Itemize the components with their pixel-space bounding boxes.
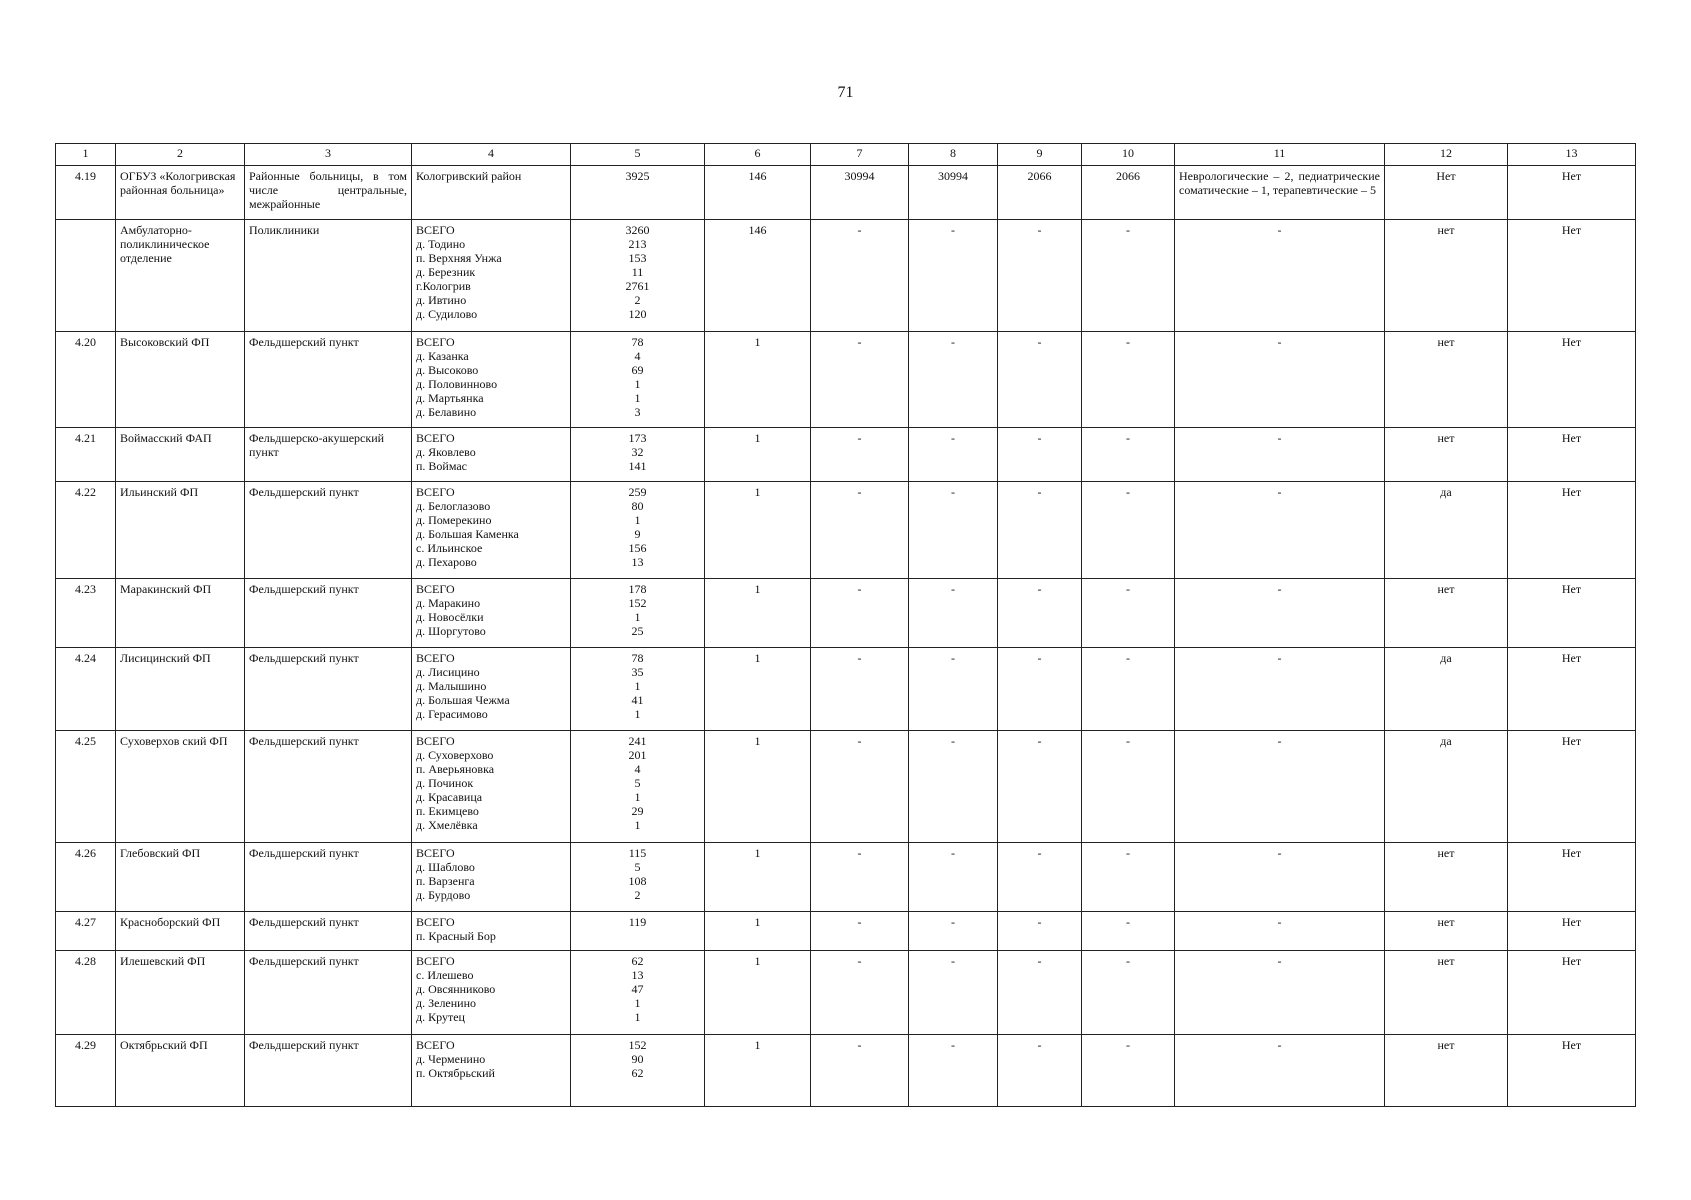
col-8-value: -	[909, 428, 998, 482]
localities-line: п. Воймас	[416, 459, 468, 473]
col-10-value: -	[1082, 843, 1175, 912]
col-8-value: -	[909, 951, 998, 1035]
localities	[412, 579, 571, 648]
localities-line: д. Овсянниково	[416, 982, 496, 996]
population-line: 2	[634, 888, 641, 902]
col-8-value: -	[909, 648, 998, 731]
population-line: 78	[631, 335, 644, 349]
localities-line: д. Половинново	[416, 377, 498, 391]
col-10-value: 2066	[1082, 166, 1175, 220]
population-line: 78	[631, 651, 644, 665]
table-row	[56, 1035, 1636, 1107]
population-line: 1	[634, 1010, 641, 1024]
localities-line: д. Померекино	[416, 513, 492, 527]
localities-line: ВСЕГО	[416, 1038, 455, 1052]
population	[571, 579, 705, 648]
population-line: 69	[631, 363, 644, 377]
facility-name: ОГБУЗ «Кологривская районная больница»	[116, 166, 245, 220]
localities-line: д. Белавино	[416, 405, 477, 419]
bed-profile: -	[1175, 1035, 1385, 1107]
col-6-value: 1	[705, 482, 811, 579]
table-row	[56, 428, 1636, 482]
localities	[412, 166, 571, 220]
population-line: 1	[634, 610, 641, 624]
localities	[412, 1035, 571, 1107]
col-6-value: 1	[705, 731, 811, 843]
col-10-value: -	[1082, 1035, 1175, 1107]
column-header: 1	[56, 144, 116, 166]
localities-line: д. Большая Чежма	[416, 693, 510, 707]
table-row	[56, 912, 1636, 951]
column-header: 6	[705, 144, 811, 166]
population	[571, 166, 705, 220]
col-10-value: -	[1082, 951, 1175, 1035]
col-12-value: нет	[1385, 912, 1508, 951]
localities-line: д. Лисицино	[416, 665, 480, 679]
population-line: 9	[634, 527, 641, 541]
col-13-value: Нет	[1508, 166, 1636, 220]
facility-type: Фельдшерский пункт	[245, 951, 412, 1035]
localities	[412, 428, 571, 482]
facility-type: Фельдшерский пункт	[245, 579, 412, 648]
facility-type: Фельдшерский пункт	[245, 731, 412, 843]
localities-line: г.Кологрив	[416, 279, 471, 293]
col-13-value: Нет	[1508, 648, 1636, 731]
localities-line: д. Починок	[416, 776, 474, 790]
population-line: 119	[628, 915, 647, 929]
col-12-value: да	[1385, 482, 1508, 579]
localities-line: д. Маракино	[416, 596, 481, 610]
row-number: 4.27	[56, 912, 116, 951]
localities-line: д. Крутец	[416, 1010, 465, 1024]
population	[571, 1035, 705, 1107]
facility-type: Фельдшерско-акушерский пункт	[245, 428, 412, 482]
table-row	[56, 579, 1636, 648]
col-6-value: 146	[705, 166, 811, 220]
table-row	[56, 166, 1636, 220]
col-9-value: -	[998, 1035, 1082, 1107]
facility-type: Фельдшерский пункт	[245, 843, 412, 912]
population-line: 32	[631, 445, 644, 459]
localities-line: д. Шаблово	[416, 860, 475, 874]
table-row	[56, 731, 1636, 843]
localities-line: ВСЕГО	[416, 954, 455, 968]
col-6-value: 1	[705, 332, 811, 428]
bed-profile: -	[1175, 912, 1385, 951]
col-10-value: -	[1082, 579, 1175, 648]
localities-line: ВСЕГО	[416, 223, 455, 237]
facility-name: Красноборский ФП	[116, 912, 245, 951]
localities-line: ВСЕГО	[416, 734, 455, 748]
localities-line: с. Ильинское	[416, 541, 483, 555]
row-number: 4.24	[56, 648, 116, 731]
facility-name: Амбулаторно-поликлиническое отделение	[116, 220, 245, 332]
col-7-value: -	[811, 332, 909, 428]
column-header: 10	[1082, 144, 1175, 166]
localities-line: д. Красавица	[416, 790, 483, 804]
column-header: 2	[116, 144, 245, 166]
row-number: 4.20	[56, 332, 116, 428]
localities-line: с. Илешево	[416, 968, 474, 982]
facility-type: Районные больницы, в том числе центральные, межрайонные	[245, 166, 412, 220]
col-8-value: -	[909, 579, 998, 648]
population	[571, 332, 705, 428]
population-line: 152	[628, 596, 647, 610]
row-number: 4.28	[56, 951, 116, 1035]
facility-name: Воймасский ФАП	[116, 428, 245, 482]
table-row	[56, 332, 1636, 428]
localities-line: ВСЕГО	[416, 485, 455, 499]
col-12-value: нет	[1385, 579, 1508, 648]
col-7-value: -	[811, 220, 909, 332]
population-line: 120	[628, 307, 647, 321]
column-number-header-row	[56, 144, 1636, 166]
population-line: 178	[628, 582, 647, 596]
row-number: 4.19	[56, 166, 116, 220]
col-10-value: -	[1082, 648, 1175, 731]
localities-line: д. Высоково	[416, 363, 479, 377]
population	[571, 482, 705, 579]
localities-line: Кологривский район	[416, 169, 522, 183]
col-9-value: 2066	[998, 166, 1082, 220]
population	[571, 843, 705, 912]
population-line: 1	[634, 996, 641, 1010]
localities-line: п. Аверьяновка	[416, 762, 495, 776]
col-13-value: Нет	[1508, 912, 1636, 951]
table-row	[56, 648, 1636, 731]
facility-type: Фельдшерский пункт	[245, 332, 412, 428]
col-12-value: нет	[1385, 951, 1508, 1035]
localities-line: д. Черменино	[416, 1052, 486, 1066]
col-7-value: -	[811, 731, 909, 843]
population-line: 156	[628, 541, 647, 555]
col-13-value: Нет	[1508, 1035, 1636, 1107]
population-line: 35	[631, 665, 644, 679]
localities-line: ВСЕГО	[416, 431, 455, 445]
col-12-value: нет	[1385, 843, 1508, 912]
localities	[412, 843, 571, 912]
localities-line: ВСЕГО	[416, 335, 455, 349]
col-9-value: -	[998, 648, 1082, 731]
table-row	[56, 843, 1636, 912]
population-line: 80	[631, 499, 644, 513]
localities-line: ВСЕГО	[416, 915, 455, 929]
population-line: 13	[631, 968, 644, 982]
facility-type: Фельдшерский пункт	[245, 1035, 412, 1107]
col-13-value: Нет	[1508, 220, 1636, 332]
col-9-value: -	[998, 482, 1082, 579]
row-number: 4.21	[56, 428, 116, 482]
population-line: 153	[628, 251, 647, 265]
bed-profile: -	[1175, 579, 1385, 648]
col-8-value: -	[909, 843, 998, 912]
population-line: 152	[628, 1038, 647, 1052]
localities	[412, 648, 571, 731]
facility-name: Лисицинский ФП	[116, 648, 245, 731]
col-9-value: -	[998, 428, 1082, 482]
population-line: 4	[634, 349, 641, 363]
col-8-value: 30994	[909, 166, 998, 220]
col-6-value: 1	[705, 843, 811, 912]
col-12-value: нет	[1385, 332, 1508, 428]
col-12-value: нет	[1385, 1035, 1508, 1107]
col-6-value: 146	[705, 220, 811, 332]
col-9-value: -	[998, 843, 1082, 912]
facility-name: Высоковский ФП	[116, 332, 245, 428]
bed-profile: -	[1175, 843, 1385, 912]
facility-name: Ильинский ФП	[116, 482, 245, 579]
row-number: 4.25	[56, 731, 116, 843]
row-number: 4.22	[56, 482, 116, 579]
col-7-value: -	[811, 482, 909, 579]
localities-line: п. Верхняя Унжа	[416, 251, 502, 265]
population-line: 4	[634, 762, 641, 776]
population-line: 2761	[625, 279, 650, 293]
localities	[412, 912, 571, 951]
localities-line: д. Зеленино	[416, 996, 477, 1010]
col-13-value: Нет	[1508, 482, 1636, 579]
localities-line: ВСЕГО	[416, 651, 455, 665]
population	[571, 912, 705, 951]
facility-name: Октябрьский ФП	[116, 1035, 245, 1107]
facility-type: Фельдшерский пункт	[245, 648, 412, 731]
facility-name: Суховерхов ский ФП	[116, 731, 245, 843]
population-line: 47	[631, 982, 644, 996]
localities-line: д. Хмелёвка	[416, 818, 478, 832]
col-7-value: -	[811, 579, 909, 648]
column-header: 4	[412, 144, 571, 166]
col-8-value: -	[909, 912, 998, 951]
population-line: 1	[634, 818, 641, 832]
col-13-value: Нет	[1508, 428, 1636, 482]
localities-line: д. Герасимово	[416, 707, 488, 721]
col-7-value: -	[811, 648, 909, 731]
col-7-value: -	[811, 428, 909, 482]
col-9-value: -	[998, 579, 1082, 648]
population-line: 259	[628, 485, 647, 499]
col-13-value: Нет	[1508, 951, 1636, 1035]
col-9-value: -	[998, 220, 1082, 332]
facility-type: Фельдшерский пункт	[245, 912, 412, 951]
localities-line: д. Ивтино	[416, 293, 467, 307]
population-line: 201	[628, 748, 647, 762]
bed-profile: -	[1175, 951, 1385, 1035]
column-header: 8	[909, 144, 998, 166]
population-line: 1	[634, 513, 641, 527]
localities-line: д. Тодино	[416, 237, 466, 251]
population	[571, 731, 705, 843]
column-header: 9	[998, 144, 1082, 166]
col-12-value: да	[1385, 648, 1508, 731]
col-10-value: -	[1082, 482, 1175, 579]
column-header: 11	[1175, 144, 1385, 166]
col-6-value: 1	[705, 1035, 811, 1107]
population-line: 25	[631, 624, 644, 638]
population-line: 1	[634, 391, 641, 405]
col-10-value: -	[1082, 731, 1175, 843]
col-10-value: -	[1082, 332, 1175, 428]
col-8-value: -	[909, 332, 998, 428]
page-number: 71	[837, 84, 854, 101]
column-header: 5	[571, 144, 705, 166]
population-line: 108	[628, 874, 647, 888]
col-10-value: -	[1082, 220, 1175, 332]
population-line: 62	[631, 1066, 644, 1080]
column-header: 12	[1385, 144, 1508, 166]
col-9-value: -	[998, 951, 1082, 1035]
localities-line: д. Березник	[416, 265, 476, 279]
localities	[412, 951, 571, 1035]
col-7-value: -	[811, 912, 909, 951]
table-row	[56, 220, 1636, 332]
column-header: 13	[1508, 144, 1636, 166]
facility-name: Маракинский ФП	[116, 579, 245, 648]
localities-line: д. Судилово	[416, 307, 478, 321]
col-8-value: -	[909, 482, 998, 579]
population-line: 3260	[625, 223, 650, 237]
localities-line: п. Варзенга	[416, 874, 475, 888]
localities	[412, 482, 571, 579]
row-number: 4.23	[56, 579, 116, 648]
population	[571, 648, 705, 731]
localities	[412, 731, 571, 843]
population-line: 5	[634, 860, 641, 874]
population-line: 115	[628, 846, 647, 860]
population-line: 241	[628, 734, 647, 748]
localities	[412, 220, 571, 332]
population-line: 173	[628, 431, 647, 445]
localities-line: ВСЕГО	[416, 582, 455, 596]
localities-line: д. Белоглазово	[416, 499, 491, 513]
localities-line: д. Бурдово	[416, 888, 471, 902]
col-8-value: -	[909, 220, 998, 332]
localities-line: п. Екимцево	[416, 804, 479, 818]
col-6-value: 1	[705, 428, 811, 482]
localities	[412, 332, 571, 428]
col-13-value: Нет	[1508, 332, 1636, 428]
population-line: 3	[634, 405, 641, 419]
col-6-value: 1	[705, 951, 811, 1035]
facilities-table	[55, 143, 1636, 1107]
localities-line: д. Малышино	[416, 679, 487, 693]
population-line: 1	[634, 377, 641, 391]
population-line: 29	[631, 804, 644, 818]
col-6-value: 1	[705, 579, 811, 648]
col-10-value: -	[1082, 428, 1175, 482]
col-7-value: -	[811, 1035, 909, 1107]
localities-line: д. Суховерхово	[416, 748, 494, 762]
population-line: 1	[634, 707, 641, 721]
col-12-value: да	[1385, 731, 1508, 843]
bed-profile: -	[1175, 648, 1385, 731]
bed-profile: -	[1175, 482, 1385, 579]
facility-name: Илешевский ФП	[116, 951, 245, 1035]
population-line: 41	[631, 693, 644, 707]
population-line: 213	[628, 237, 647, 251]
population-line: 1	[634, 679, 641, 693]
col-7-value: -	[811, 951, 909, 1035]
bed-profile: -	[1175, 332, 1385, 428]
col-6-value: 1	[705, 912, 811, 951]
row-number: 4.26	[56, 843, 116, 912]
localities-line: ВСЕГО	[416, 846, 455, 860]
col-13-value: Нет	[1508, 731, 1636, 843]
col-9-value: -	[998, 332, 1082, 428]
col-13-value: Нет	[1508, 579, 1636, 648]
facility-type: Фельдшерский пункт	[245, 482, 412, 579]
localities-line: д. Яковлево	[416, 445, 476, 459]
row-number	[56, 220, 116, 332]
col-6-value: 1	[705, 648, 811, 731]
col-7-value: -	[811, 843, 909, 912]
population-line: 5	[634, 776, 641, 790]
localities-line: д. Мартьянка	[416, 391, 484, 405]
col-9-value: -	[998, 912, 1082, 951]
row-number: 4.29	[56, 1035, 116, 1107]
population-line: 2	[634, 293, 641, 307]
localities-line: д. Новосёлки	[416, 610, 484, 624]
population	[571, 220, 705, 332]
table-body	[56, 166, 1636, 1107]
col-7-value: 30994	[811, 166, 909, 220]
table-row	[56, 951, 1636, 1035]
col-10-value: -	[1082, 912, 1175, 951]
localities-line: п. Красный Бор	[416, 929, 496, 943]
col-12-value: нет	[1385, 220, 1508, 332]
population	[571, 951, 705, 1035]
localities-line: д. Пехарово	[416, 555, 477, 569]
population-line: 3925	[625, 169, 650, 183]
population-line: 11	[631, 265, 644, 279]
col-9-value: -	[998, 731, 1082, 843]
population-line: 90	[631, 1052, 644, 1066]
localities-line: п. Октябрьский	[416, 1066, 495, 1080]
population-line: 1	[634, 790, 641, 804]
localities-line: д. Большая Каменка	[416, 527, 519, 541]
column-header: 7	[811, 144, 909, 166]
col-8-value: -	[909, 731, 998, 843]
bed-profile: -	[1175, 220, 1385, 332]
table-row	[56, 482, 1636, 579]
population	[571, 428, 705, 482]
localities-line: д. Шоргутово	[416, 624, 486, 638]
col-13-value: Нет	[1508, 843, 1636, 912]
col-8-value: -	[909, 1035, 998, 1107]
population-line: 141	[628, 459, 647, 473]
column-header: 3	[245, 144, 412, 166]
population-line: 13	[631, 555, 644, 569]
col-12-value: Нет	[1385, 166, 1508, 220]
bed-profile: Неврологические – 2, педиатрические соматические – 1, терапевтические – 5	[1175, 166, 1385, 220]
col-12-value: нет	[1385, 428, 1508, 482]
facility-type: Поликлиники	[245, 220, 412, 332]
population-line: 62	[631, 954, 644, 968]
bed-profile: -	[1175, 428, 1385, 482]
facility-name: Глебовский ФП	[116, 843, 245, 912]
localities-line: д. Казанка	[416, 349, 469, 363]
bed-profile: -	[1175, 731, 1385, 843]
